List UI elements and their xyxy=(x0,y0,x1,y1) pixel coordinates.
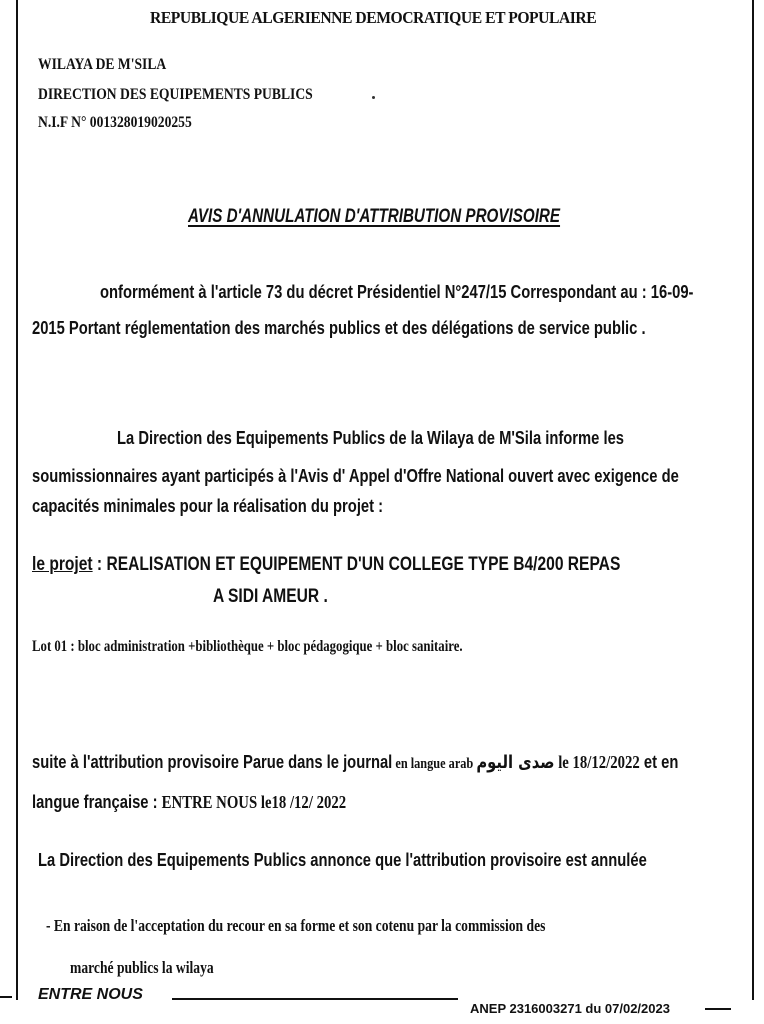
footer-rule-right xyxy=(705,1008,731,1010)
publication-line-1 xyxy=(32,752,678,773)
info-line-2: soumissionnaires ayant participés à l'Avis d' Appel d'Offre National ouvert avec exigence de xyxy=(32,466,679,486)
direction-line: DIRECTION DES EQUIPEMENTS PUBLICS xyxy=(38,86,313,103)
project-label: le projet xyxy=(32,554,93,575)
french-language-label: langue française : xyxy=(32,792,162,812)
project-line-2: A SIDI AMEUR . xyxy=(213,586,328,607)
nif-line: N.I.F N° 001328019020255 xyxy=(38,114,192,131)
footer-rule-left xyxy=(172,998,458,1000)
arabic-journal-name: صدى اليوم xyxy=(476,752,555,773)
legal-basis-line-1: onformément à l'article 73 du décret Présidentiel N°247/15 Correspondant au : 16-09- xyxy=(100,282,694,302)
info-line-1: La Direction des Equipements Publics de la Wilaya de M'Sila informe les xyxy=(117,428,625,448)
publication-language: en langue arab xyxy=(392,756,477,772)
publication-date-arabic: le 18/12/2022 xyxy=(554,752,640,772)
french-journal-and-date: ENTRE NOUS le18 /12/ 2022 xyxy=(161,792,347,812)
publication-line-2 xyxy=(32,792,346,813)
legal-basis-line-2: 2015 Portant réglementation des marchés publics et des délégations de service public . xyxy=(32,318,646,338)
lot-line: Lot 01 : bloc administration +bibliothèque + bloc pédagogique + bloc sanitaire. xyxy=(32,638,463,655)
annulment-announcement: La Direction des Equipements Publics annonce que l'attribution provisoire est annulée xyxy=(38,850,647,870)
page-border-left xyxy=(16,0,18,1000)
info-line-3: capacités minimales pour la réalisation du projet : xyxy=(32,496,384,516)
project-title: : REALISATION ET EQUIPEMENT D'UN COLLEGE TYPE B4/200 REPAS xyxy=(92,554,621,575)
wilaya-line: WILAYA DE M'SILA xyxy=(38,56,167,73)
publication-continuation: et en xyxy=(639,752,679,772)
country-heading: REPUBLIQUE ALGERIENNE DEMOCRATIQUE ET POPULAIRE xyxy=(150,8,597,27)
footer-anep-reference: ANEP 2316003271 du 07/02/2023 xyxy=(470,1001,670,1016)
reason-line-2: marché publics la wilaya xyxy=(70,958,214,977)
footer-newspaper-name: ENTRE NOUS xyxy=(38,986,143,1003)
page-border-right xyxy=(752,0,754,1000)
footer-tick-mark xyxy=(0,996,12,998)
publication-text: suite à l'attribution provisoire Parue dans le journal xyxy=(32,752,393,772)
scan-speck xyxy=(372,96,375,99)
notice-title: AVIS D'ANNULATION D'ATTRIBUTION PROVISOIRE xyxy=(188,206,561,227)
project-line-1 xyxy=(32,554,620,576)
reason-line-1: - En raison de l'acceptation du recour en sa forme et son cotenu par la commission des xyxy=(46,916,546,935)
